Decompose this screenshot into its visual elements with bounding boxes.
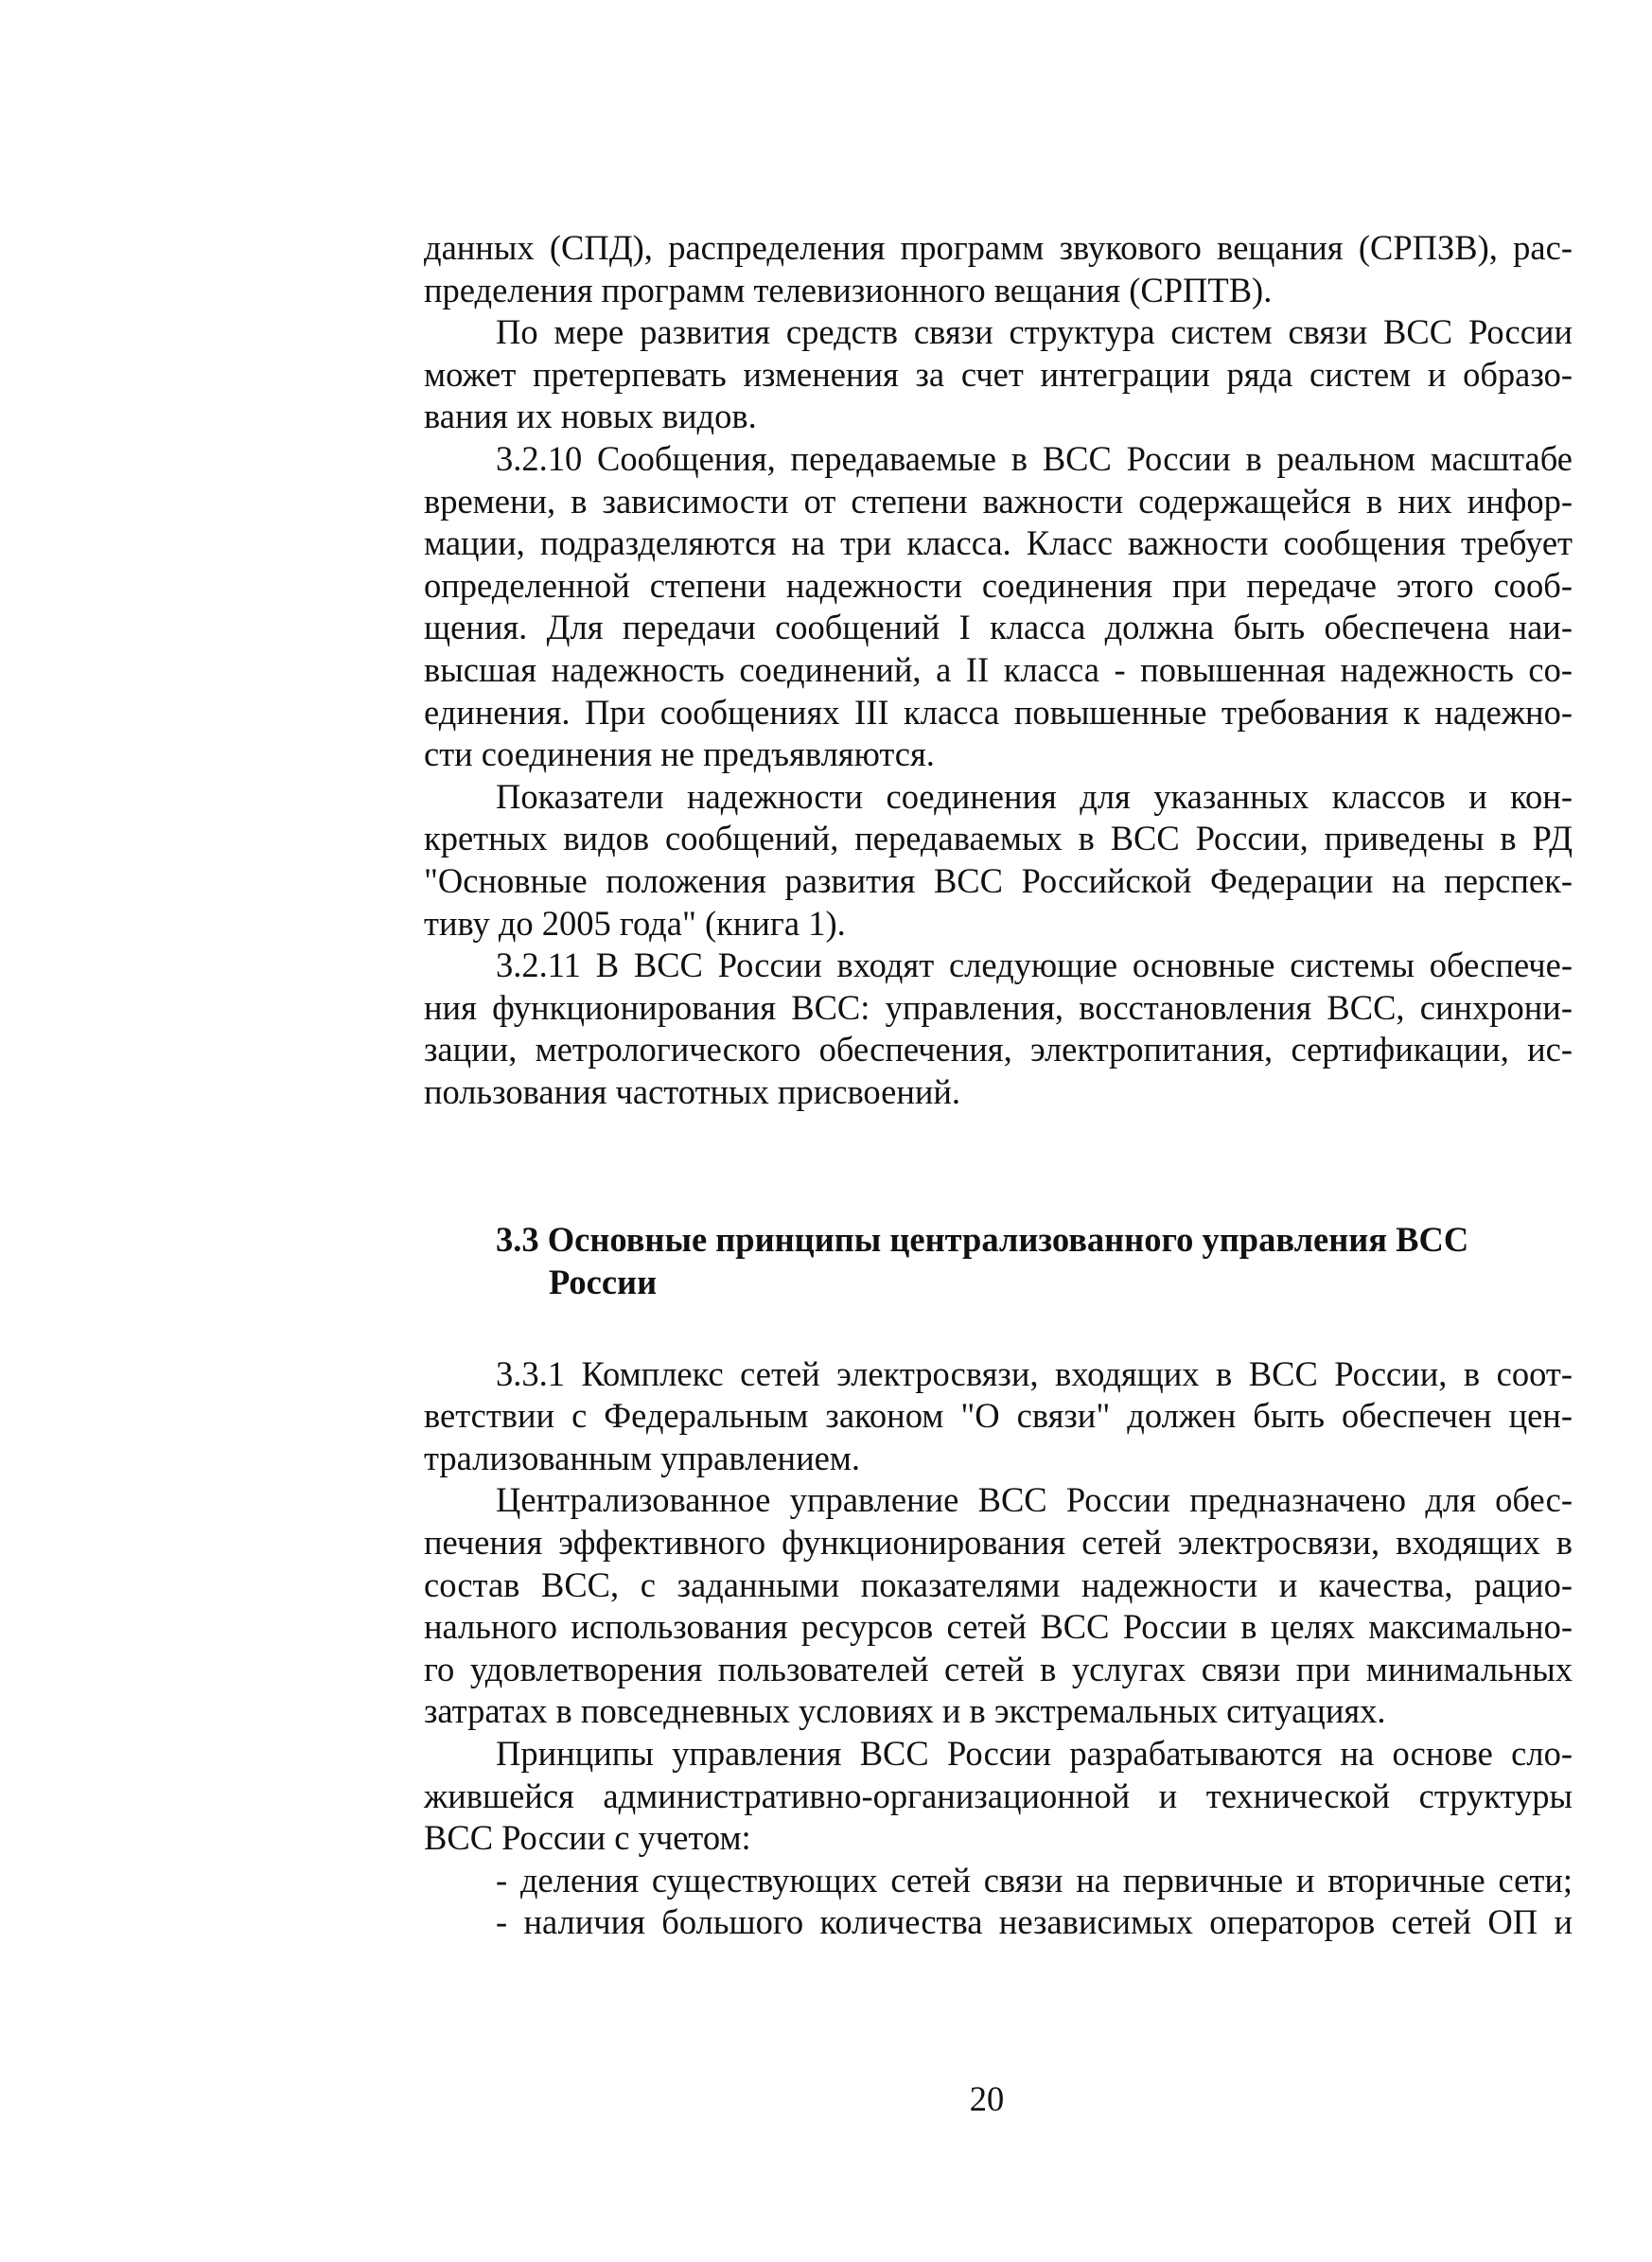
text-column xyxy=(424,227,1573,1944)
text-line: сти соединения не предъявляются. xyxy=(424,734,935,774)
paragraph-3-3-1 xyxy=(424,1353,1573,1480)
text-line: го удовлетворения пользователей сетей в услугах связи при минимальных xyxy=(424,1649,1573,1688)
text-line: кретных видов сообщений, передаваемых в ВСС России, приведены в РД xyxy=(424,819,1573,858)
text-line: щения. Для передачи сообщений I класса должна быть обеспечена наи- xyxy=(424,608,1573,647)
text-line: единения. При сообщениях III класса повышенные требования к надежно- xyxy=(424,692,1573,732)
text-line: 3.2.10 Сообщения, передаваемые в ВСС России в реальном масштабе xyxy=(496,438,1573,478)
text-line: данных (СПД), распределения программ звукового вещания (СРПЗВ), рас- xyxy=(424,228,1573,267)
text-line: пользования частотных присвоений. xyxy=(424,1071,961,1111)
text-line: зации, метрологического обеспечения, электропитания, сертификации, ис- xyxy=(424,1030,1573,1069)
list-item xyxy=(424,1901,1573,1944)
heading-line: России xyxy=(549,1263,658,1302)
paragraph-3-2-10 xyxy=(424,438,1573,776)
paragraph xyxy=(424,776,1573,945)
text-line: "Основные положения развития ВСС Российской Федерации на перспек- xyxy=(424,860,1573,900)
text-line: трализованным управлением. xyxy=(424,1438,861,1477)
text-line: Централизованное управление ВСС России предназначено для обес- xyxy=(496,1480,1573,1520)
text-line: По мере развития средств связи структура систем связи ВСС России xyxy=(496,312,1573,352)
text-line: мации, подразделяются на три класса. Класс важности сообщения требует xyxy=(424,523,1573,563)
text-line: тиву до 2005 года" (книга 1). xyxy=(424,903,846,943)
text-line: - наличия большого количества независимых операторов сетей ОП и xyxy=(496,1902,1573,1942)
text-line: жившейся административно-организационной и технической структуры xyxy=(424,1776,1573,1815)
text-line: - деления существующих сетей связи на первичные и вторичные сети; xyxy=(496,1860,1573,1900)
text-line: ветствии с Федеральным законом "О связи" должен быть обеспечен цен- xyxy=(424,1396,1573,1436)
text-line: 3.3.1 Комплекс сетей электросвязи, входящих в ВСС России, в соот- xyxy=(496,1353,1573,1393)
text-line: времени, в зависимости от степени важности содержащейся в них инфор- xyxy=(424,481,1573,521)
text-line: ВСС России с учетом: xyxy=(424,1818,751,1858)
text-line: печения эффективного функционирования сетей электросвязи, входящих в xyxy=(424,1523,1573,1563)
text-line: может претерпевать изменения за счет интеграции ряда систем и образо- xyxy=(424,354,1573,394)
page-number: 20 xyxy=(969,2079,1005,2118)
paragraph xyxy=(424,227,1573,311)
text-line: нального использования ресурсов сетей ВСС России в целях максимально- xyxy=(424,1607,1573,1647)
text-line: ния функционирования ВСС: управления, восстановления ВСС, синхрони- xyxy=(424,987,1573,1027)
text-line: высшая надежность соединений, а II класса - повышенная надежность со- xyxy=(424,649,1573,689)
paragraph xyxy=(424,311,1573,438)
text-line: вания их новых видов. xyxy=(424,397,757,436)
text-line: состав ВСС, с заданными показателями надежности и качества, рацио- xyxy=(424,1564,1573,1604)
heading-line: 3.3 Основные принципы централизованного управления ВСС xyxy=(496,1220,1469,1260)
paragraph xyxy=(424,1479,1573,1733)
paragraph xyxy=(424,1733,1573,1860)
text-line: Показатели надежности соединения для указанных классов и кон- xyxy=(496,776,1573,816)
text-line: Принципы управления ВСС России разрабатываются на основе сло- xyxy=(496,1734,1573,1773)
text-line: пределения программ телевизионного вещания (СРПТВ). xyxy=(424,270,1273,309)
heading-gap xyxy=(424,1304,1573,1353)
paragraph-3-2-11 xyxy=(424,945,1573,1113)
text-line: затратах в повседневных условиях и в экстремальных ситуациях. xyxy=(424,1691,1386,1731)
text-line: определенной степени надежности соединения при передаче этого сооб- xyxy=(424,565,1573,605)
section-gap xyxy=(424,1113,1573,1219)
section-heading xyxy=(496,1219,1573,1303)
text-line: 3.2.11 В ВСС России входят следующие основные системы обеспече- xyxy=(496,945,1573,985)
list-item xyxy=(424,1860,1573,1902)
